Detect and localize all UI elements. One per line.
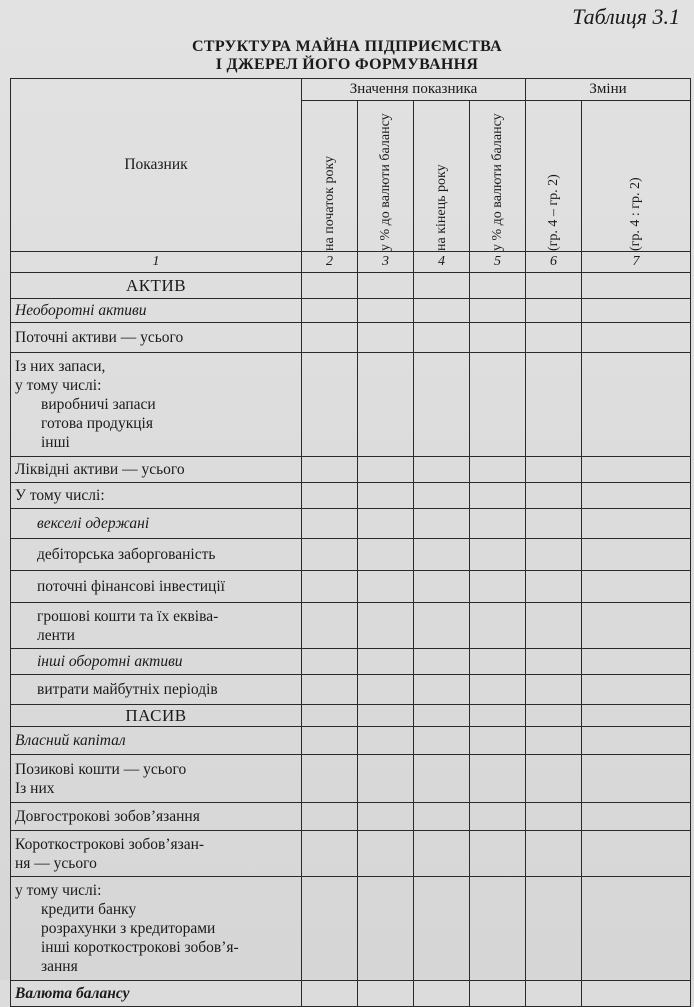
title-line-1: СТРУКТУРА МАЙНА ПІДПРИЄМСТВА: [192, 38, 502, 55]
table-row: [11, 727, 691, 755]
col-number: 1: [11, 252, 302, 273]
col-number: 5: [470, 252, 526, 273]
col-number: 4: [414, 252, 470, 273]
header-col-4: на кінець року: [414, 101, 470, 252]
column-numbers-row: [11, 252, 691, 273]
table-row: [11, 353, 691, 457]
header-row-groups: [11, 79, 691, 101]
col-number: 2: [302, 252, 358, 273]
header-col-5: у % до валюти балансу: [470, 101, 526, 252]
table-row: [11, 877, 691, 981]
table-row: [11, 649, 691, 675]
row-label: Власний капітал: [11, 727, 302, 755]
table-row: [11, 509, 691, 539]
row-label: Короткострокові зобов’язан- ня — усього: [11, 831, 302, 877]
row-label: У тому числі:: [11, 483, 302, 509]
col-number: 6: [526, 252, 582, 273]
table-row: [11, 675, 691, 705]
row-label: векселі одержані: [11, 509, 302, 539]
title-line-2: І ДЖЕРЕЛ ЙОГО ФОРМУВАННЯ: [215, 56, 479, 73]
table-row: [11, 323, 691, 353]
table-row: [11, 457, 691, 483]
table-row: [11, 483, 691, 509]
col-number: 7: [582, 252, 691, 273]
table-row: [11, 705, 691, 727]
row-label: Позикові кошти — усього Із них: [11, 755, 302, 803]
section-heading-liabilities: ПАСИВ: [11, 705, 302, 727]
section-heading-assets: АКТИВ: [11, 273, 302, 299]
structure-table: [10, 78, 691, 1007]
row-label: Із них запаси, у тому числі: виробничі запаси готова продукція інші: [11, 353, 302, 457]
header-changes-group: Зміни: [526, 79, 691, 101]
row-label: витрати майбутніх періодів: [11, 675, 302, 705]
row-label: у тому числі: кредити банку розрахунки з кредиторами інші короткострокові зобов’я- зання: [11, 877, 302, 981]
table-row: [11, 831, 691, 877]
table-title: [0, 38, 694, 74]
table-row: [11, 803, 691, 831]
row-label: дебіторська заборгованість: [11, 539, 302, 571]
header-values-group: Значення показника: [302, 79, 526, 101]
row-label-total: Валюта балансу: [11, 981, 302, 1007]
table-row: [11, 755, 691, 803]
row-label: Поточні активи — усього: [11, 323, 302, 353]
header-col-7: (гр. 4 : гр. 2): [582, 101, 691, 252]
col-number: 3: [358, 252, 414, 273]
header-col-6: (гр. 4 – гр. 2): [526, 101, 582, 252]
table-row: [11, 539, 691, 571]
header-indicator: Показник: [11, 79, 302, 252]
row-label: Довгострокові зобов’язання: [11, 803, 302, 831]
table-number: Таблиця 3.1: [572, 4, 680, 29]
header-col-3: у % до валюти балансу: [358, 101, 414, 252]
row-label: інші оборотні активи: [11, 649, 302, 675]
table-row: [11, 299, 691, 323]
table-row: [11, 603, 691, 649]
row-label: грошові кошти та їх еквіва- ленти: [11, 603, 302, 649]
table-row: [11, 981, 691, 1007]
row-label: Необоротні активи: [11, 299, 302, 323]
header-col-2: на початок року: [302, 101, 358, 252]
table-row: [11, 273, 691, 299]
table-row: [11, 571, 691, 603]
row-label: Ліквідні активи — усього: [11, 457, 302, 483]
row-label: поточні фінансові інвестиції: [11, 571, 302, 603]
